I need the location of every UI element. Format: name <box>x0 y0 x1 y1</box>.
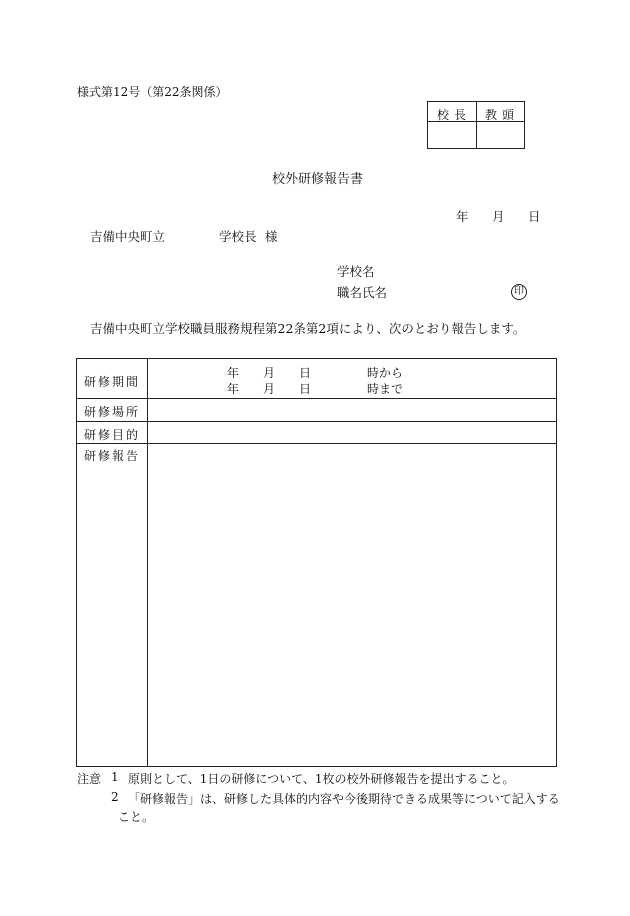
period-from-day: 日 <box>299 366 312 380</box>
approval-stamp-box <box>427 101 525 149</box>
place-label: 研修場所 <box>83 405 140 419</box>
period-to-year: 年 <box>227 382 240 396</box>
form-number: 様式第12号（第22条関係） <box>77 85 228 99</box>
date-year-label: 年 <box>456 209 469 224</box>
period-label: 研修期間 <box>83 375 140 389</box>
addressee-role: 学校長 <box>219 229 257 244</box>
period-from-time: 時から <box>367 366 404 380</box>
note-1-number: 1 <box>111 770 119 784</box>
note-2-number: 2 <box>111 790 119 804</box>
report-table <box>76 358 557 767</box>
intro-text: 吉備中央町立学校職員服務規程第22条第2項により、次のとおり報告します。 <box>90 321 526 336</box>
addressee-town: 吉備中央町立 <box>90 229 166 244</box>
period-to-day: 日 <box>299 382 312 396</box>
period-from-year: 年 <box>227 366 240 380</box>
date-day-label: 日 <box>528 209 541 224</box>
period-from-month: 月 <box>263 366 276 380</box>
notes-heading: 注意 <box>77 772 102 786</box>
vice-principal-stamp-label: 教頭 <box>484 108 519 122</box>
principal-stamp-label: 校長 <box>436 108 471 122</box>
date-month-label: 月 <box>492 209 505 224</box>
note-2-text-cont: こと。 <box>118 810 155 824</box>
purpose-label: 研修目的 <box>83 428 140 442</box>
note-1-text: 原則として、1日の研修について、1枚の校外研修報告を提出すること。 <box>128 772 515 786</box>
period-to-month: 月 <box>263 382 276 396</box>
position-name-label: 職名氏名 <box>337 285 388 300</box>
report-label: 研修報告 <box>83 449 140 463</box>
note-2-text: 「研修報告」は、研修した具体的内容や今後期待できる成果等について記入する <box>128 792 560 806</box>
period-to-time: 時まで <box>367 382 404 396</box>
addressee-honorific: 様 <box>265 229 278 244</box>
document-title: 校外研修報告書 <box>272 172 364 187</box>
seal-icon: 印 <box>511 284 527 300</box>
school-name-label: 学校名 <box>337 264 375 279</box>
